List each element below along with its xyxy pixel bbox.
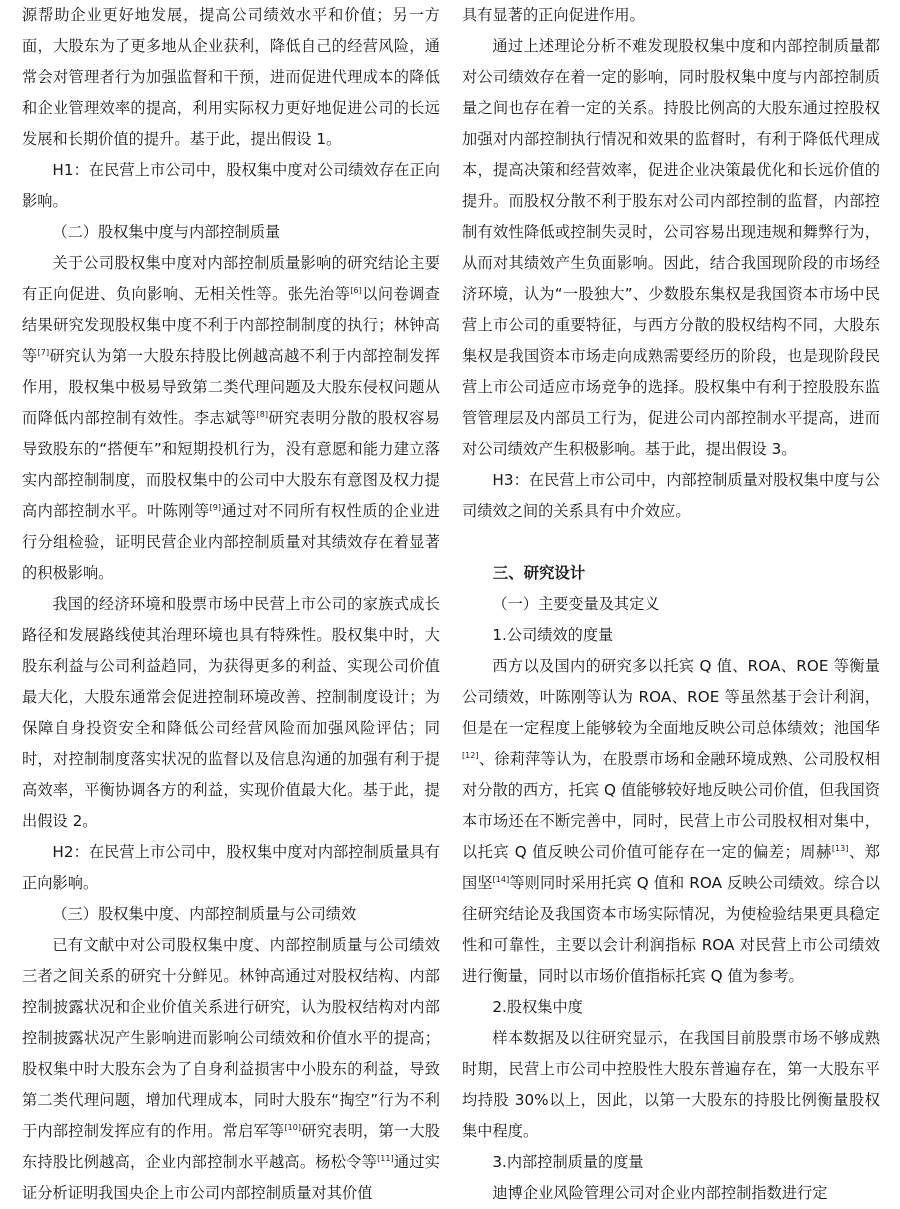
- section-heading-equity-ic: （二）股权集中度与内部控制质量: [52, 223, 281, 241]
- hypothesis-h1: H1：在民营上市公司中，股权集中度对公司绩效存在正向影响。: [22, 161, 440, 210]
- citation-ref: [14]: [492, 874, 510, 884]
- literature-paragraph-equity-ic: [22, 248, 440, 589]
- hypothesis-h2: H2：在民营上市公司中，股权集中度对内部控制质量具有正向影响。: [22, 843, 440, 892]
- citation-ref: [11]: [377, 1153, 394, 1163]
- citation-ref: [10]: [284, 1122, 302, 1132]
- performance-measure-paragraph: [462, 651, 880, 992]
- text-run: 、郑国坚: [462, 843, 880, 892]
- concentration-paragraph: 样本数据及以往研究显示，在我国目前股票市场不够成熟时期，民营上市公司中控股性大股东普遍存在，第一大股东平均持股 30%以上，因此，以第一大股东的持股比例衡量股权集中程度。: [462, 1029, 880, 1140]
- citation-ref: [9]: [209, 502, 222, 512]
- right-column: [462, 0, 880, 1209]
- continued-paragraph: 具有显著的正向促进作用。: [462, 6, 645, 24]
- text-run: 研究认为第一大股东持股比例越高越不利于内部控制发挥作用，股权集中极易导致第二类代理问题及大股东侵权问题从而降低内部控制有效性。李志斌等: [22, 347, 440, 427]
- text-run: 已有文献中对公司股权集中度、内部控制质量与公司绩效三者之间关系的研究十分鲜见。林钟高通过对股权结构、内部控制披露状况和企业价值关系进行研究，认为股权结构对内部控制披露状况产生影响进而影响公司绩效和价值水平的提高；股权集中时大股东会为了自身利益损害中小股东的利益，导致第二类代理问题，增加代理成本，同时大股东“掏空”行为不利于内部控制发挥应有的作用。常启军等: [22, 936, 440, 1140]
- text-run: 通过对不同所有权性质的企业进行分组检验，证明民营企业内部控制质量对其绩效存在着显著的积极影响。: [22, 502, 440, 582]
- text-run: 以问卷调查结果研究发现股权集中度不利于内部控制制度的执行；林钟高等: [22, 285, 441, 365]
- citation-ref: [8]: [256, 409, 269, 419]
- theory-paragraph-equity-ic: 我国的经济环境和股票市场中民营上市公司的家族式成长路径和发展路线使其治理环境也具有特殊性。股权集中时，大股东利益与公司利益趋同，为获得更多的利益、实现公司价值最大化，大股东通常会促进控制环境改善、控制制度设计；为保障自身投资安全和降低公司经营风险而加强风险评估；同时，对控制制度落实状况的监督以及信息沟通的加强有利于提高效率，平衡协调各方的利益，实现价值最大化。基于此，提出假设 2。: [22, 595, 440, 830]
- subsection-heading-variables: （一）主要变量及其定义: [492, 595, 660, 613]
- section-spacer: [462, 527, 880, 558]
- section-heading-research-design: 三、研究设计: [492, 564, 586, 582]
- left-column: [22, 0, 440, 1209]
- hypothesis-h3: H3：在民营上市公司中，内部控制质量对股权集中度与公司绩效之间的关系具有中介效应。: [462, 471, 880, 520]
- section-heading-three-way: （三）股权集中度、内部控制质量与公司绩效: [52, 905, 357, 923]
- text-run: 研究表明分散的股权容易导致股东的“搭便车”和短期投机行为，没有意愿和能力建立落实内部控制制度，而股权集中的公司中大股东有意图及权力提高内部控制水平。叶陈刚等: [22, 409, 440, 520]
- text-run: 西方以及国内的研究多以托宾 Q 值、ROA、ROE 等衡量公司绩效，叶陈刚等认为 ROA、ROE 等虽然基于会计利润，但是在一定程度上能够较为全面地反映公司总体绩效；池国华: [462, 657, 880, 737]
- intro-paragraph: 源帮助企业更好地发展，提高公司绩效水平和价值；另一方面，大股东为了更多地从企业获利，降低自己的经营风险，通常会对管理者行为加强监督和干预，进而促进代理成本的降低和企业管理效率的提高，利用实际权力更好地促进公司的长远发展和长期价值的提升。基于此，提出假设 1。: [22, 6, 440, 148]
- text-run: 通过实证分析证明我国央企上市公司内部控制质量对其价值: [22, 1153, 440, 1202]
- item-heading-internal-control: 3.内部控制质量的度量: [492, 1153, 644, 1171]
- citation-ref: [13]: [831, 843, 849, 853]
- text-run: 关于公司股权集中度对内部控制质量影响的研究结论主要有正向促进、负向影响、无相关性等。张先治等: [22, 254, 440, 303]
- text-run: 等则同时采用托宾 Q 值和 ROA 反映公司绩效。综合以往研究结论及我国资本市场实际情况，为使检验结果更具稳定性和可靠性，主要以会计利润指标 ROA 对民营上市公司绩效进行衡量，同时以市场价值指标托宾 Q 值为参考。: [462, 874, 880, 985]
- item-heading-concentration: 2.股权集中度: [492, 998, 583, 1016]
- literature-paragraph-three-way: [22, 930, 440, 1209]
- analysis-paragraph: 通过上述理论分析不难发现股权集中度和内部控制质量都对公司绩效存在着一定的影响，同时股权集中度与内部控制质量之间也存在着一定的关系。持股比例高的大股东通过控股权加强对内部控制执行情况和效果的监督时，有利于降低代理成本，提高决策和经营效率，促进企业决策最优化和长远价值的提升。而股权分散不利于股东对公司内部控制的监督，内部控制有效性降低或控制失灵时，公司容易出现违规和舞弊行为，从而对其绩效产生负面影响。因此，结合我国现阶段的市场经济环境，认为“一股独大”、少数股东集权是我国资本市场中民营上市公司的重要特征，与西方分散的股权结构不同，大股东集权是我国资本市场走向成熟需要经历的阶段，也是现阶段民营上市公司适应市场竞争的选择。股权集中有利于控股股东监管管理层及内部员工行为，促进公司内部控制水平提高，进而对公司绩效产生积极影响。基于此，提出假设 3。: [462, 37, 880, 458]
- citation-ref: [6]: [350, 285, 362, 295]
- text-run: 、徐莉萍等认为，在股票市场和金融环境成熟、公司股权相对分散的西方，托宾 Q 值能够较好地反映公司价值，但我国资本市场还在不断完善中，同时，民营上市公司股权相对集中，以托宾 Q 值反映公司价值可能存在一定的偏差；周赫: [462, 750, 880, 861]
- item-heading-performance: 1.公司绩效的度量: [492, 626, 614, 644]
- internal-control-paragraph: 迪博企业风险管理公司对企业内部控制指数进行定: [492, 1184, 828, 1202]
- citation-ref: [7]: [37, 347, 50, 357]
- citation-ref: [12]: [462, 750, 479, 760]
- text-run: 研究表明，第一大股东持股比例越高，企业内部控制水平越高。杨松令等: [22, 1122, 440, 1171]
